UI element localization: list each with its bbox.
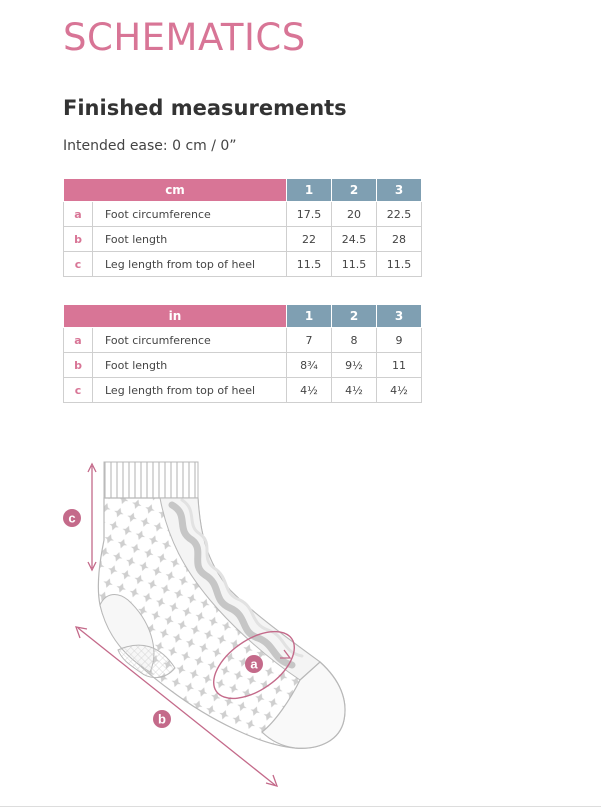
table-header-row — [64, 179, 422, 202]
table-row — [64, 202, 422, 227]
row-value: 9½ — [332, 353, 377, 378]
dimension-b-arrow — [266, 775, 277, 786]
row-label: Foot circumference — [93, 202, 287, 227]
row-value: 7 — [287, 328, 332, 353]
page-divider — [0, 806, 601, 807]
size-header: 3 — [377, 305, 422, 328]
measurements-table-in — [63, 304, 422, 403]
row-key: b — [64, 353, 93, 378]
row-value: 11.5 — [287, 252, 332, 277]
row-value: 11.5 — [377, 252, 422, 277]
page-title: SCHEMATICS — [63, 16, 306, 59]
size-header: 1 — [287, 305, 332, 328]
dimension-b-arrow — [76, 627, 87, 638]
row-value: 4½ — [377, 378, 422, 403]
row-value: 17.5 — [287, 202, 332, 227]
unit-header: cm — [64, 179, 287, 202]
row-label: Foot length — [93, 227, 287, 252]
row-value: 24.5 — [332, 227, 377, 252]
table-row — [64, 252, 422, 277]
row-value: 11.5 — [332, 252, 377, 277]
sock-cuff — [104, 462, 198, 498]
row-value: 11 — [377, 353, 422, 378]
row-key: b — [64, 227, 93, 252]
row-value: 9 — [377, 328, 422, 353]
table-row — [64, 328, 422, 353]
row-value: 8¾ — [287, 353, 332, 378]
row-value: 8 — [332, 328, 377, 353]
row-value: 22 — [287, 227, 332, 252]
size-header: 3 — [377, 179, 422, 202]
row-label: Foot length — [93, 353, 287, 378]
row-label: Foot circumference — [93, 328, 287, 353]
row-label: Leg length from top of heel — [93, 378, 287, 403]
row-value: 4½ — [332, 378, 377, 403]
row-value: 22.5 — [377, 202, 422, 227]
measurements-table-cm — [63, 178, 422, 277]
row-label: Leg length from top of heel — [93, 252, 287, 277]
row-value: 20 — [332, 202, 377, 227]
label-a: a — [250, 656, 258, 672]
row-value: 4½ — [287, 378, 332, 403]
size-header: 2 — [332, 179, 377, 202]
table-row — [64, 378, 422, 403]
row-key: c — [64, 252, 93, 277]
ease-note: Intended ease: 0 cm / 0” — [63, 138, 237, 154]
row-key: a — [64, 202, 93, 227]
unit-header: in — [64, 305, 287, 328]
row-value: 28 — [377, 227, 422, 252]
label-c: c — [68, 510, 76, 526]
table-row — [64, 227, 422, 252]
sock-schematic — [0, 420, 601, 800]
size-header: 1 — [287, 179, 332, 202]
table-header-row — [64, 305, 422, 328]
section-heading: Finished measurements — [63, 96, 347, 120]
label-b: b — [158, 711, 166, 727]
row-key: c — [64, 378, 93, 403]
size-header: 2 — [332, 305, 377, 328]
table-row — [64, 353, 422, 378]
row-key: a — [64, 328, 93, 353]
